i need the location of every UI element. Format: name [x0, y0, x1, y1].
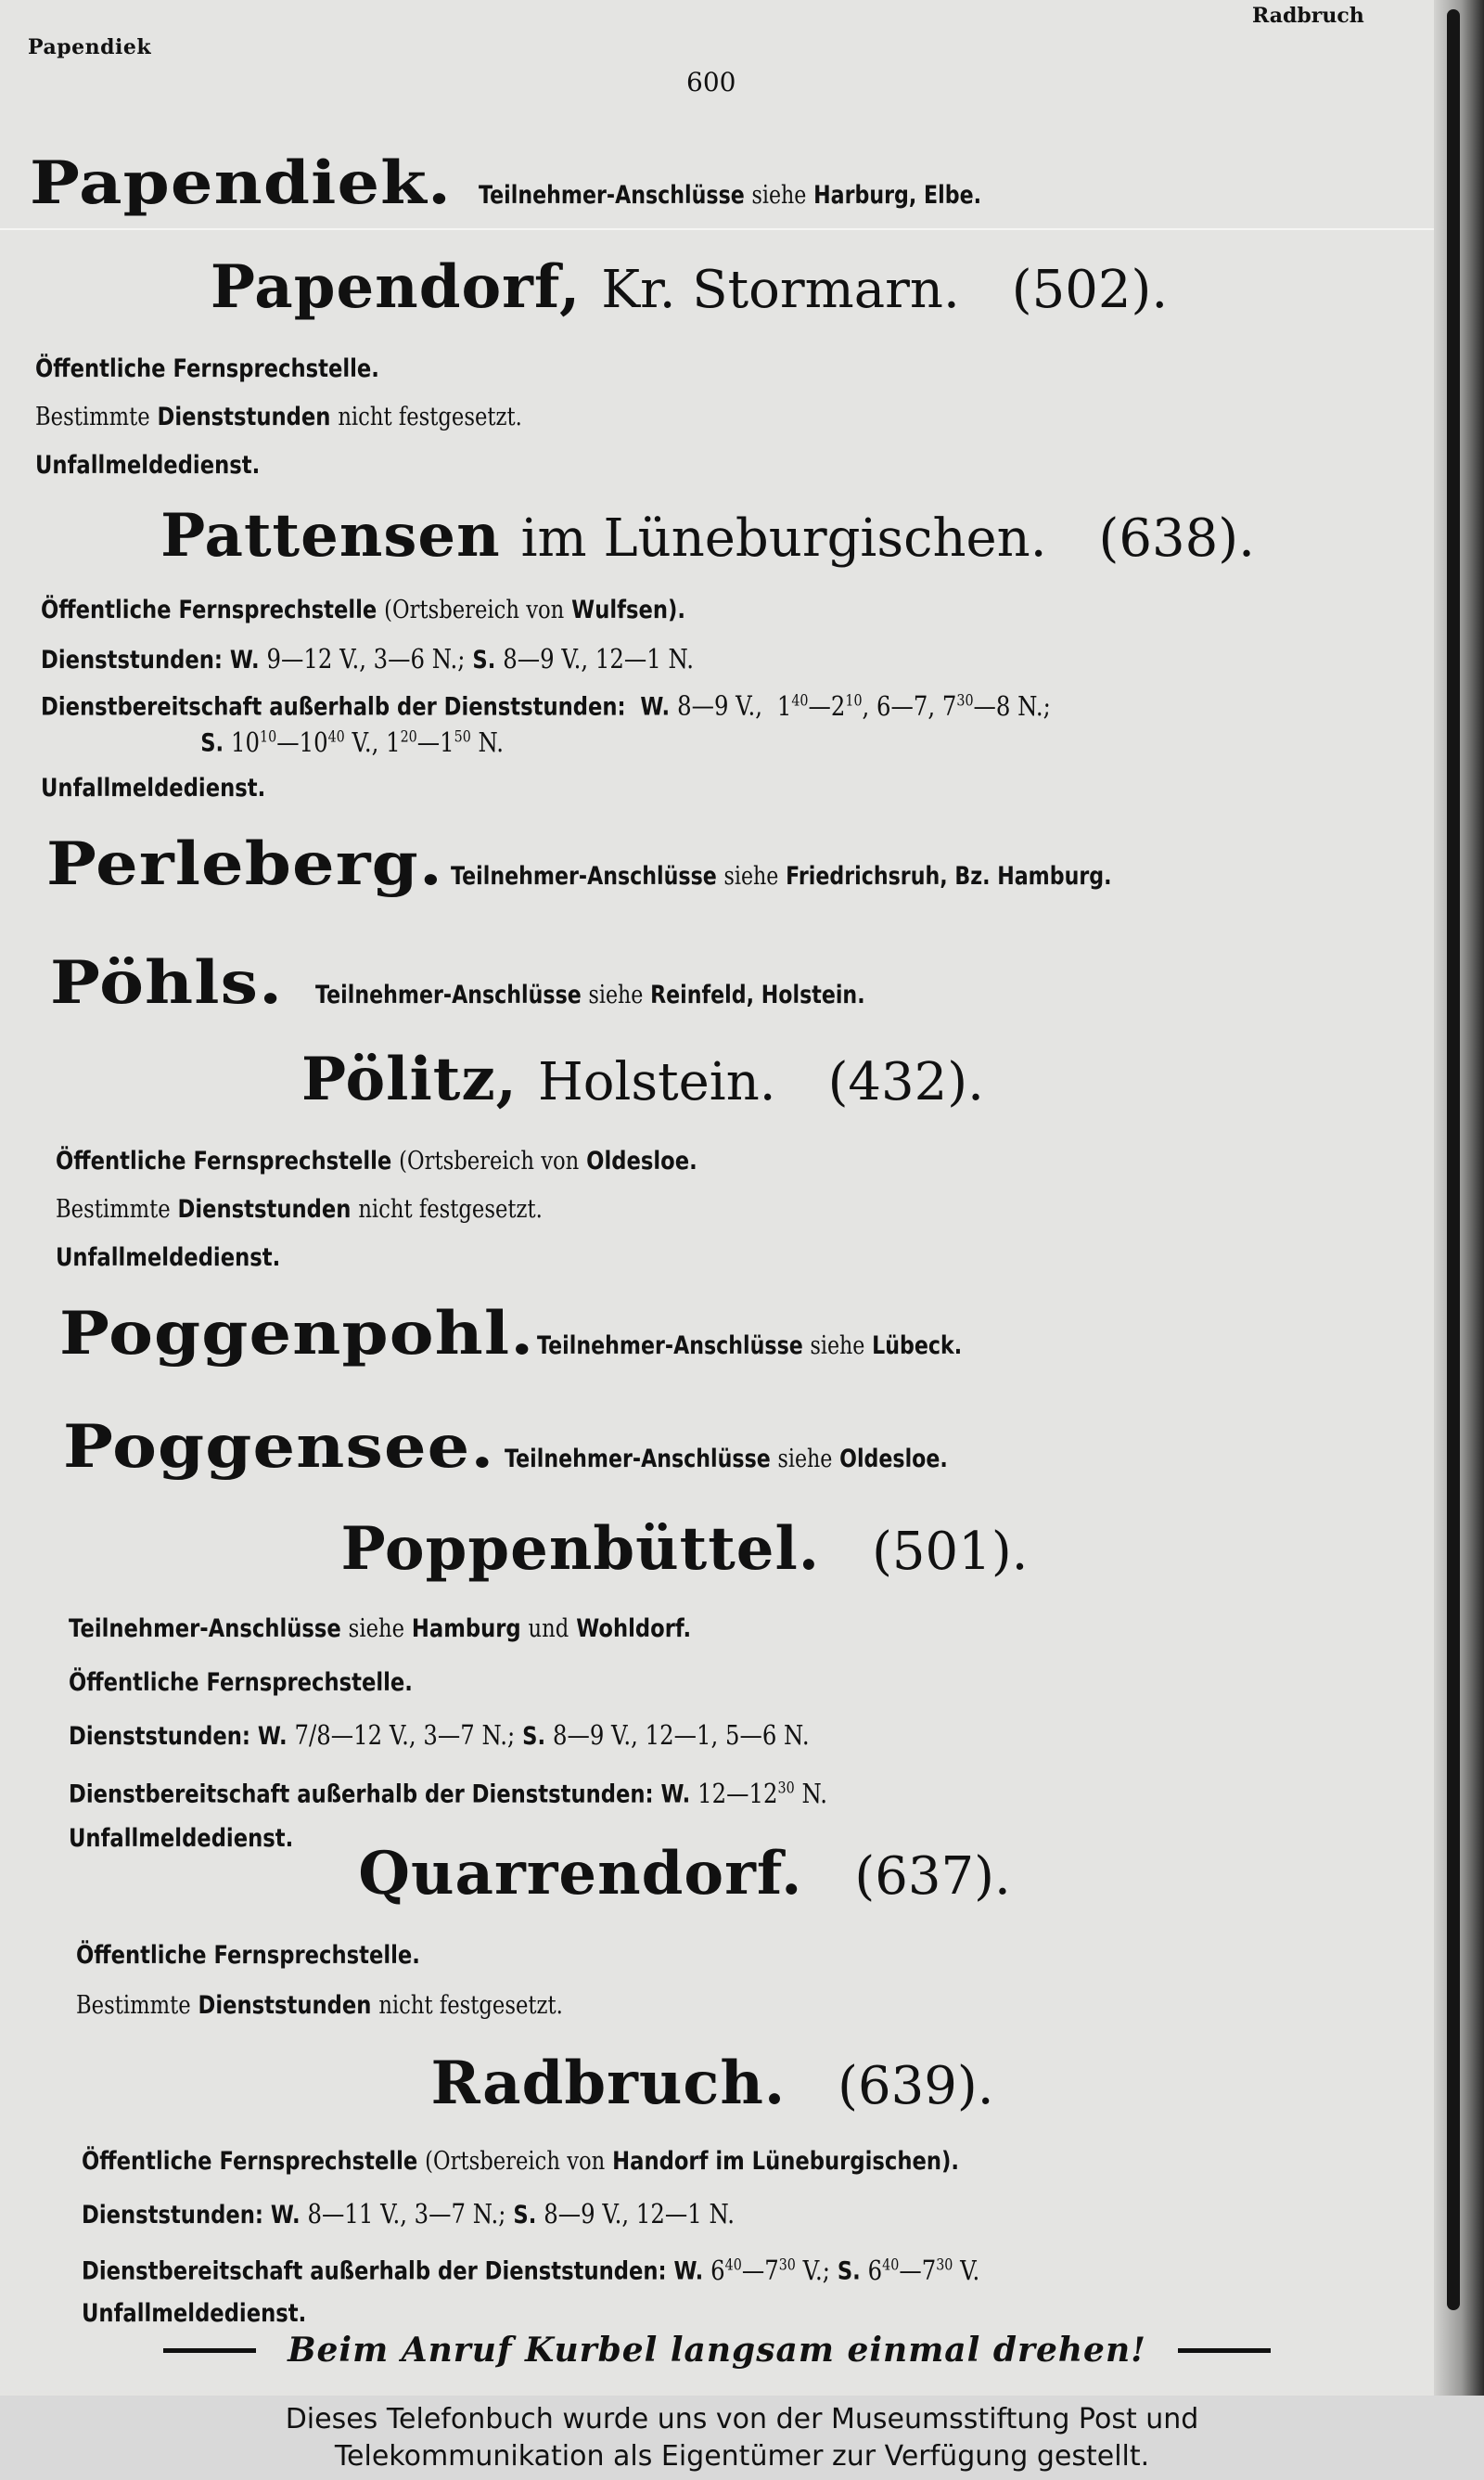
text-run: Wulfsen).: [571, 596, 685, 624]
entry-radbruch: [0, 2049, 1434, 2118]
service-line: [82, 2136, 1286, 2188]
service-line: Öffentliche Fernsprechstelle.: [76, 1941, 420, 1970]
text-run: Handorf im Lüneburgischen).: [612, 2147, 959, 2176]
hours-line: [76, 1982, 1281, 2030]
t: N.: [794, 1777, 827, 1809]
text-run: Dienststunden: [157, 403, 331, 431]
text-run: Wohldorf.: [576, 1614, 692, 1643]
entry-papendiek: [30, 148, 1464, 218]
entry-code: (502).: [1011, 260, 1169, 320]
text-run: 7/8—12 V., 3—7 N.;: [294, 1719, 516, 1751]
entry-pattensen: [0, 501, 1434, 571]
text-run: Dienststunden: [198, 1991, 372, 2020]
hours-line: [82, 2188, 1286, 2240]
text-run: Öffentliche Fernsprechstelle: [82, 2147, 418, 2176]
entry-heading-line: [0, 2049, 1434, 2118]
t: V.: [953, 2254, 980, 2286]
entry-heading: Pattensen: [160, 501, 501, 571]
readiness-line: [82, 2240, 1286, 2290]
text-run: Hamburg: [411, 1614, 521, 1643]
ref-target: Friedrichsruh, Bz. Hamburg.: [786, 862, 1112, 891]
credit-line-2: Telekommunikation als Eigentümer zur Verfügung gestellt.: [334, 2440, 1150, 2473]
entry-heading-line: [0, 501, 1434, 571]
t: 50: [454, 727, 471, 746]
ref-target: Harburg, Elbe.: [813, 181, 982, 210]
text-run: S.: [513, 2201, 537, 2229]
t: —1: [416, 726, 454, 758]
entry-poelitz: [0, 1045, 1434, 1114]
text-run: 8—11 V., 3—7 N.;: [307, 2198, 506, 2229]
t: —2: [808, 689, 846, 722]
text-run: siehe: [348, 1614, 405, 1643]
text-run: 8—9 V., 12—1 N.: [544, 2198, 736, 2229]
page-number: 600: [686, 67, 736, 97]
papendorf-lines: [35, 345, 1469, 490]
text-run: S.: [837, 2256, 861, 2286]
t: V., 1: [344, 726, 401, 758]
ref-word: siehe: [588, 981, 644, 1009]
ref-label: Teilnehmer-Anschlüsse: [479, 181, 746, 210]
entry-heading: Poggenpohl.: [59, 1299, 535, 1368]
entry-qualifier: Holstein.: [537, 1052, 776, 1112]
entry-reference: [505, 1445, 948, 1473]
credit-banner: [0, 2396, 1484, 2480]
text-run: 8—9 V.,: [677, 689, 763, 722]
entry-poehls: [50, 948, 1484, 1018]
entry-perleberg: [46, 829, 1480, 899]
text-run: (Ortsbereich von: [384, 596, 565, 624]
entry-code: (432).: [827, 1052, 984, 1112]
rule-right: [1178, 2348, 1271, 2353]
entry-heading: Pöhls.: [50, 948, 284, 1018]
readiness-line-cont: [41, 718, 1246, 758]
running-head-left: Papendiek: [28, 35, 152, 59]
ref-label: Teilnehmer-Anschlüsse: [537, 1331, 804, 1360]
text-run: Dienststunden: W.: [41, 646, 260, 675]
ref-word: siehe: [751, 181, 807, 210]
t: 12—12: [697, 1777, 778, 1809]
t: 30: [777, 1779, 795, 1797]
t: —10: [276, 726, 328, 758]
entry-heading-line: [0, 1839, 1434, 1908]
t: —8 N.;: [973, 689, 1051, 722]
pattensen-lines: [41, 586, 1475, 813]
service-line: [56, 1137, 1260, 1186]
t: 40: [791, 691, 809, 710]
footer-note: Beim Anruf Kurbel langsam einmal drehen!: [288, 2331, 1146, 2370]
service-line: Öffentliche Fernsprechstelle.: [35, 354, 379, 383]
ref-word: siehe: [810, 1331, 865, 1360]
t: , 6—7, 7: [862, 689, 957, 722]
fold-line: [0, 228, 1434, 230]
entry-code: (637).: [854, 1846, 1011, 1907]
hours-line: [56, 1186, 1260, 1234]
poppenbuettel-lines: [69, 1601, 1484, 1863]
entry-code: (501).: [872, 1522, 1029, 1582]
service-line: [41, 586, 1246, 635]
entry-papendorf: [0, 252, 1434, 322]
accident-line: Unfallmeldedienst.: [56, 1243, 281, 1272]
text-run: Oldesloe.: [586, 1147, 697, 1176]
entry-heading: Quarrendorf.: [358, 1839, 803, 1908]
time-range: [868, 2255, 980, 2286]
time-range: [710, 2255, 830, 2286]
entry-heading-line: [0, 1045, 1434, 1114]
entry-reference: [479, 181, 981, 210]
text-run: W.: [640, 692, 671, 722]
quarrendorf-lines: [76, 1930, 1484, 2030]
text-run: 8—9 V., 12—1, 5—6 N.: [552, 1719, 810, 1751]
ref-word: siehe: [723, 862, 779, 891]
accident-line: Unfallmeldedienst.: [69, 1824, 294, 1853]
text-run: Bestimmte: [76, 1991, 191, 2020]
t: 30: [778, 2255, 796, 2274]
entry-qualifier: im Lüneburgischen.: [520, 508, 1047, 569]
running-head-right: Radbruch: [1252, 4, 1364, 28]
time-range: [231, 726, 504, 758]
t: —7: [741, 2254, 779, 2286]
entry-qualifier: Kr. Stormarn.: [601, 260, 960, 320]
entry-heading: Poggensee.: [63, 1412, 495, 1482]
text-run: nicht festgesetzt.: [338, 403, 522, 431]
t: 40: [327, 727, 345, 746]
entry-heading-line: [0, 1514, 1434, 1584]
t: 10: [260, 727, 277, 746]
t: 40: [724, 2255, 742, 2274]
ref-label: Teilnehmer-Anschlüsse: [451, 862, 717, 891]
text-run: Dienststunden: W.: [69, 1722, 288, 1751]
t: 30: [956, 691, 974, 710]
poelitz-lines: [56, 1137, 1484, 1282]
entry-heading: Poppenbüttel.: [340, 1514, 821, 1584]
readiness-line: [41, 683, 1246, 722]
text-run: Dienstbereitschaft außerhalb der Dienststunden:: [41, 692, 626, 722]
text-run: (Ortsbereich von: [425, 2147, 606, 2176]
entry-heading: Papendorf,: [210, 252, 582, 322]
t: 30: [936, 2255, 953, 2274]
hours-line: [35, 393, 1240, 442]
ref-target: Reinfeld, Holstein.: [650, 981, 865, 1009]
text-run: Dienststunden: W.: [82, 2201, 301, 2229]
text-run: 8—9 V., 12—1 N.: [503, 643, 695, 675]
credit-line-1: Dieses Telefonbuch wurde uns von der Museumsstiftung Post und: [285, 2403, 1199, 2435]
entry-heading-line: [0, 252, 1434, 322]
entry-heading: Papendiek.: [30, 148, 453, 218]
footer-note-row: [0, 2331, 1434, 2370]
text-run: nicht festgesetzt.: [378, 1991, 563, 2020]
text-run: Öffentliche Fernsprechstelle: [56, 1147, 392, 1176]
hours-line: [69, 1709, 1273, 1761]
ref-label: Teilnehmer-Anschlüsse: [315, 981, 582, 1009]
radbruch-lines: [82, 2136, 1484, 2338]
t: 10: [231, 726, 261, 758]
t: —7: [899, 2254, 937, 2286]
t: 20: [400, 727, 417, 746]
text-run: Dienstbereitschaft außerhalb der Dienststunden: W.: [69, 1780, 691, 1809]
entry-poggenpohl: [59, 1299, 1484, 1368]
text-run: Teilnehmer-Anschlüsse: [69, 1614, 341, 1643]
ref-target: Oldesloe.: [838, 1445, 948, 1473]
text-run: nicht festgesetzt.: [358, 1195, 543, 1224]
entry-quarrendorf: [0, 1839, 1434, 1908]
text-run: S.: [472, 646, 496, 675]
entry-reference: [451, 862, 1112, 891]
accident-line: Unfallmeldedienst.: [82, 2299, 307, 2328]
entry-poggensee: [63, 1412, 1484, 1482]
hours-line: [41, 635, 1246, 683]
text-run: 9—12 V., 3—6 N.;: [266, 643, 466, 675]
t: 1: [776, 689, 792, 722]
readiness-line: [69, 1761, 1273, 1815]
text-run: S.: [522, 1722, 546, 1751]
entry-code: (639).: [838, 2056, 994, 2116]
text-run: Dienstbereitschaft außerhalb der Dienststunden: W.: [82, 2256, 704, 2286]
entry-heading: Perleberg.: [46, 829, 443, 899]
entry-heading: Pölitz,: [301, 1045, 518, 1114]
time-range: [697, 1778, 827, 1809]
subscriber-line: [69, 1601, 1273, 1657]
ref-target: Lübeck.: [872, 1331, 963, 1360]
entry-reference: [537, 1331, 962, 1360]
text-run: und: [528, 1614, 569, 1643]
t: 6: [867, 2254, 883, 2286]
text-run: Bestimmte: [35, 403, 150, 431]
service-line: Öffentliche Fernsprechstelle.: [69, 1668, 413, 1697]
text-run: S.: [200, 728, 224, 758]
ref-word: siehe: [777, 1445, 833, 1473]
t: 10: [845, 691, 863, 710]
entry-poppenbuettel: [0, 1514, 1434, 1584]
text-run: Öffentliche Fernsprechstelle: [41, 596, 377, 624]
entry-heading: Radbruch.: [430, 2049, 787, 2118]
time-range: [777, 690, 1051, 722]
t: N.: [470, 726, 505, 758]
t: 6: [710, 2254, 725, 2286]
accident-line: Unfallmeldedienst.: [41, 774, 266, 803]
t: 40: [882, 2255, 900, 2274]
rule-left: [163, 2348, 256, 2353]
text-run: Bestimmte: [56, 1195, 171, 1224]
text-run: (Ortsbereich von: [399, 1147, 580, 1176]
t: V.;: [795, 2254, 830, 2286]
text-run: Dienststunden: [177, 1195, 352, 1224]
accident-line: Unfallmeldedienst.: [35, 451, 261, 480]
entry-reference: [315, 981, 865, 1009]
ref-label: Teilnehmer-Anschlüsse: [504, 1445, 771, 1473]
entry-code: (638).: [1098, 508, 1255, 569]
